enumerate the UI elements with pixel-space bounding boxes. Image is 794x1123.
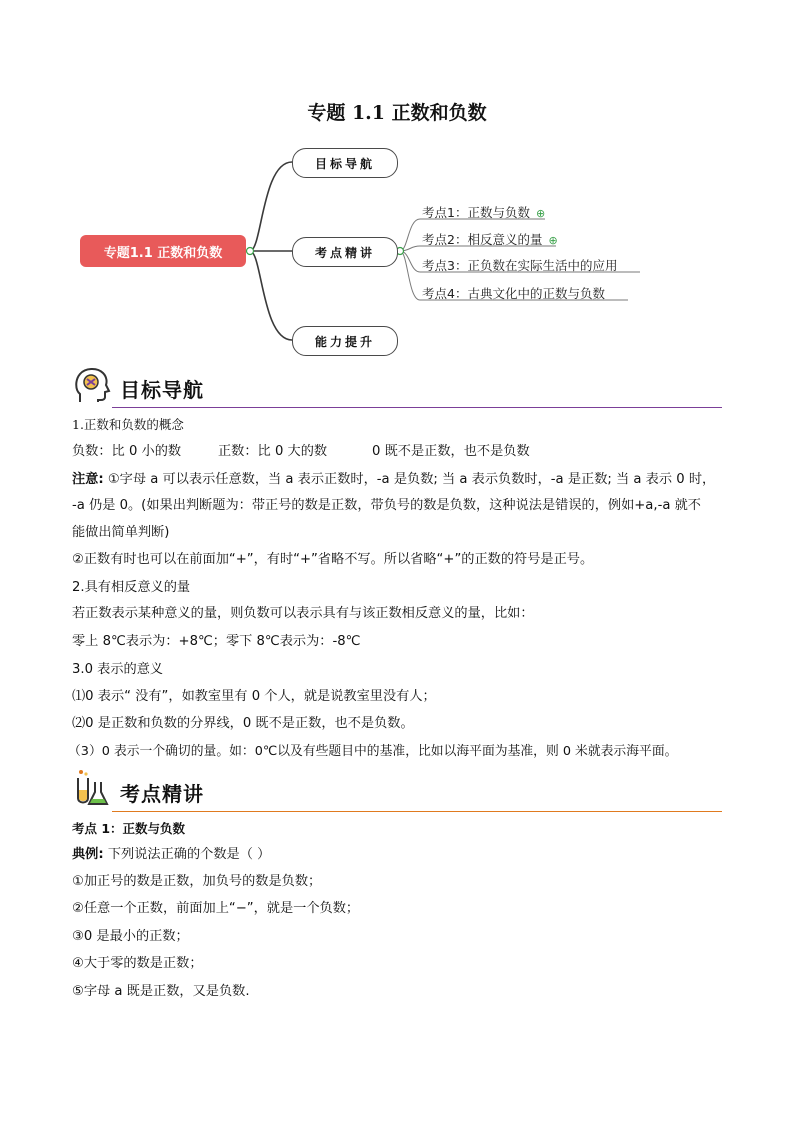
list-item: ③0 是最小的正数； [72,929,189,944]
mindmap-branch-goal[interactable]: 目标导航 [292,148,398,178]
mindmap-branch-points[interactable]: 考点精讲 [292,237,398,267]
subheading: 3.0 表示的意义 [72,662,164,677]
page-title: 专题 1.1 正数和负数 [307,102,487,124]
mindmap-root[interactable]: 专题1.1 正数和负数 [80,235,246,267]
section-heading: 目标导航 [120,378,204,402]
note-text: ①字母 a 可以表示任意数，当 a 表示正数时，-a 是负数; 当 a 表示负数时，-a 是正数; 当 a 表示 0 时， [103,472,716,487]
note-line: -a 仍是 0。(如果出判断题为：带正号的数是正数，带负号的数是负数，这种说法是错误的，例如+a,-a 就不 [72,498,701,513]
mindmap-connectors [0,0,794,380]
subheading: 1.正数和负数的概念 [72,417,184,432]
paragraph: （3）0 表示一个确切的量。如：0℃以及有些题目中的基准，比如以海平面为基准，则 0 米就表示海平面。 [68,744,678,759]
paragraph: 若正数表示某种意义的量，则负数可以表示具有与该正数相反意义的量，比如： [72,606,534,621]
list-item: ⑤字母 a 既是正数，又是负数. [72,984,250,999]
definition-zero: 0 既不是正数，也不是负数 [372,444,530,459]
definition-positive: 正数：比 0 大的数 [218,444,328,459]
note-line: ②正数有时也可以在前面加“+”，有时“+”省略不写。所以省略“+”的正数的符号是正号。 [72,552,594,567]
expand-plus-icon[interactable]: ⊕ [548,234,558,247]
point-title: 考点 1：正数与负数 [72,821,186,836]
section-divider [112,811,722,813]
example-question: 下列说法正确的个数是（ ） [103,847,271,862]
mindmap-branch-ability[interactable]: 能力提升 [292,326,398,356]
section-header-goal [72,364,722,410]
mindmap-leaf[interactable] [422,203,545,221]
flask-icon [72,768,112,810]
paragraph: 零上 8℃表示为：+8℃；零下 8℃表示为：-8℃ [72,634,361,649]
example-label: 典例: [72,847,104,862]
definition-row [72,443,530,461]
mindmap-leaf[interactable] [422,256,617,274]
section-heading: 考点精讲 [120,782,204,806]
section-divider [112,407,722,409]
list-item: ②任意一个正数，前面加上“−”，就是一个负数； [72,901,360,916]
list-item: ④大于零的数是正数； [72,956,203,971]
mindmap-leaf-label: 考点2：相反意义的量 [422,232,543,247]
list-item: ①加正号的数是正数，加负号的数是负数； [72,874,322,889]
section-header-points [72,768,722,814]
paragraph: ⑴0 表示“ 没有”，如教室里有 0 个人，就是说教室里没有人； [72,689,436,704]
mindmap-leaf-label: 考点4：古典文化中的正数与负数 [422,286,605,301]
expand-plus-icon[interactable]: ⊕ [535,207,546,220]
subheading: 2.具有相反意义的量 [72,580,191,595]
note-line [72,471,715,489]
mindmap-leaf-label: 考点1：正数与负数 [422,205,530,220]
mindmap-leaf[interactable] [422,230,558,248]
mindmap-leaf-label: 考点3：正负数在实际生活中的应用 [422,258,618,273]
mindmap-leaf[interactable] [422,284,605,302]
example-line [72,846,270,864]
note-line: 能做出简单判断) [72,525,170,540]
note-label: 注意: [72,472,104,487]
head-brain-icon [72,364,112,406]
definition-negative: 负数：比 0 小的数 [72,444,182,459]
paragraph: ⑵0 是正数和负数的分界线，0 既不是正数，也不是负数。 [72,716,414,731]
